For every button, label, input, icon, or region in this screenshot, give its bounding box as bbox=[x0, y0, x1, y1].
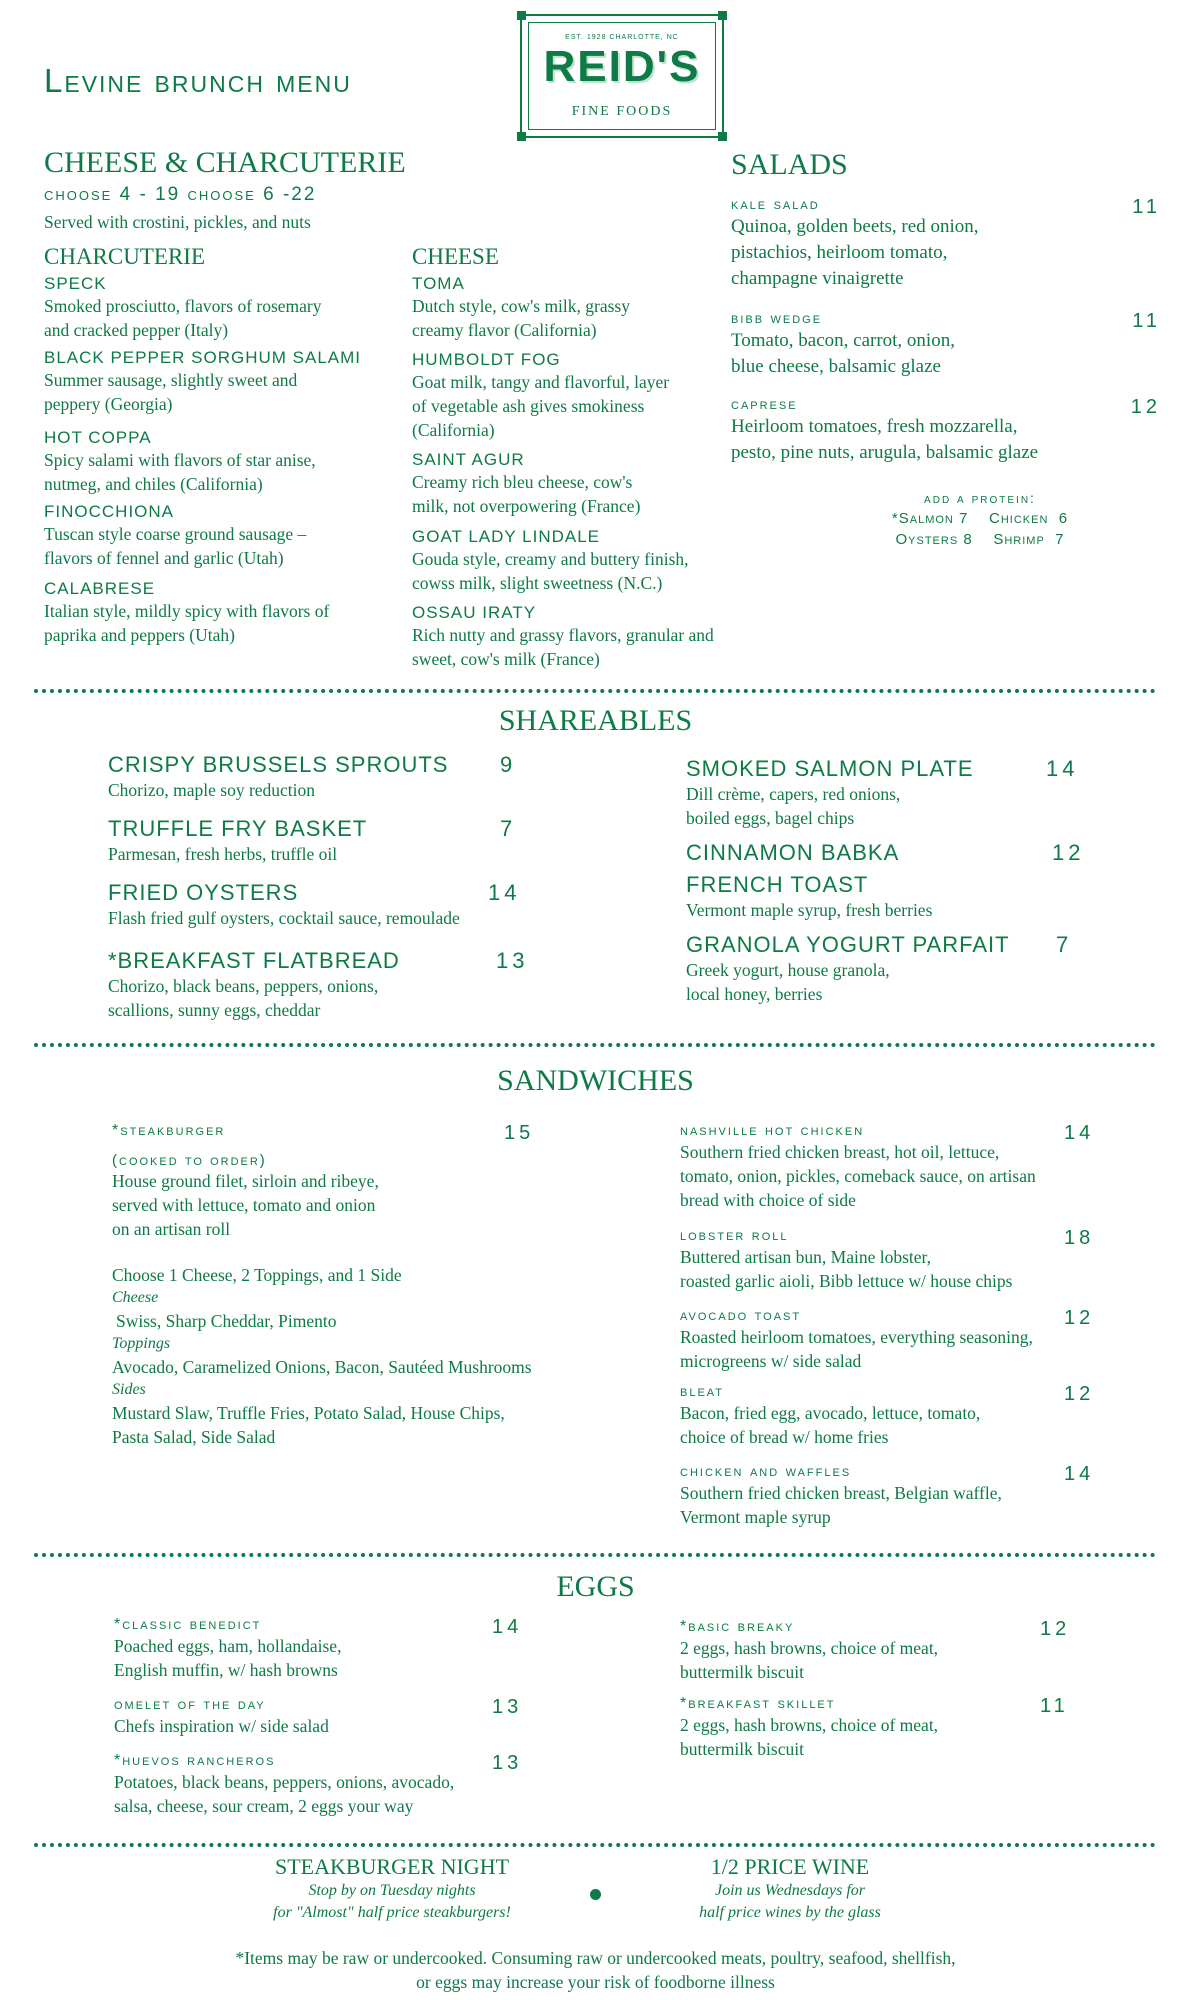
cheese-title: CHEESE bbox=[412, 244, 499, 269]
add-protein: add a protein: *Salmon 7 Chicken 6 Oysters 8 Shrimp 7 bbox=[891, 490, 1069, 548]
price: 12 bbox=[1040, 1618, 1071, 1640]
list-item: *breakfast skillet 11 2 eggs, hash browns, choice of meat, buttermilk biscuit bbox=[680, 1695, 1069, 1759]
logo-tagline: FINE FOODS bbox=[571, 104, 673, 119]
cheese-list bbox=[412, 274, 752, 671]
list-item: *basic breaky 12 2 eggs, hash browns, choice of meat, buttermilk biscuit bbox=[680, 1618, 1071, 1682]
list-item: kale salad 11 Quinoa, golden beets, red onion, pistachios, heirloom tomato, champagne vinaigrette bbox=[731, 196, 1161, 289]
shareables-title: SHAREABLES bbox=[498, 704, 693, 737]
list-item: FRIED OYSTERS 14 Flash fried gulf oysters, cocktail sauce, remoulade bbox=[108, 880, 521, 928]
salads-list bbox=[731, 196, 1161, 466]
separator-dot bbox=[590, 1889, 601, 1900]
price: 14 bbox=[1046, 756, 1079, 781]
list-item: bibb wedge 11 Tomato, bacon, carrot, onion, blue cheese, balsamic glaze bbox=[731, 310, 1161, 377]
list-item: bleat 12 Bacon, fried egg, avocado, lettuce, tomato, choice of bread w/ home fries bbox=[680, 1383, 1095, 1447]
list-item: nashville hot chicken 14 Southern fried chicken breast, hot oil, lettuce, tomato, onion, pickles, comeback sauce, on artisan bread with choice of side bbox=[680, 1122, 1095, 1210]
steakburger: *steakburger 15 (cooked to order) House ground filet, sirloin and ribeye, served with lettuce, tomato and onion on an artisan roll Choose 1 Cheese, 2 Toppings, and 1 Side Cheese Swiss, Sharp Cheddar, Pimento Toppings Avocado, Caramelized Onions, Bacon, Sautéed Mushrooms Sides Mustard Slaw, Truffle Fries, Potato Salad, House Chips, Pasta Salad, Side Salad bbox=[112, 1122, 592, 1449]
divider bbox=[34, 1043, 1156, 1047]
eggs-title: EGGS bbox=[556, 1570, 635, 1603]
list-item: lobster roll 18 Buttered artisan bun, Maine lobster, roasted garlic aioli, Bibb lettuce w/ house chips bbox=[680, 1227, 1095, 1291]
eggs-right bbox=[680, 1618, 1100, 1761]
steakburger-name: *steakburger bbox=[112, 1122, 226, 1139]
list-item: SMOKED SALMON PLATE 14 Dill crème, capers, red onions, boiled eggs, bagel chips bbox=[686, 756, 1079, 828]
list-item: GOAT LADY LINDALE Gouda style, creamy and buttery finish, cowss milk, slight sweetness (N.C.) bbox=[412, 527, 689, 593]
list-item: BLACK PEPPER SORGHUM SALAMI Summer sausage, slightly sweet and peppery (Georgia) bbox=[44, 348, 362, 414]
list-item: SPECK Smoked prosciutto, flavors of rosemary and cracked pepper (Italy) bbox=[44, 274, 322, 340]
list-item: avocado toast 12 Roasted heirloom tomatoes, everything seasoning, microgreens w/ side salad bbox=[680, 1307, 1095, 1371]
charcuterie-list bbox=[44, 274, 404, 647]
list-item: caprese 12 Heirloom tomatoes, fresh mozzarella, pesto, pine nuts, arugula, balsamic glaze bbox=[731, 396, 1161, 463]
shareables-left bbox=[108, 752, 528, 1022]
price: 11 bbox=[1132, 310, 1161, 332]
served-line: Served with crostini, pickles, and nuts bbox=[44, 212, 311, 232]
promo-steakburger-night: STEAKBURGER NIGHT Stop by on Tuesday nights for "Almost" half price steakburgers! bbox=[273, 1854, 511, 1921]
price: 11 bbox=[1040, 1695, 1069, 1717]
price: 13 bbox=[492, 1696, 523, 1718]
price: 14 bbox=[1064, 1463, 1095, 1485]
price: 12 bbox=[1130, 396, 1161, 418]
price: 9 bbox=[500, 752, 517, 777]
divider bbox=[34, 1843, 1156, 1847]
promo-half-price-wine: 1/2 PRICE WINE Join us Wednesdays for half price wines by the glass bbox=[699, 1854, 881, 1921]
price: 7 bbox=[1056, 932, 1073, 957]
price: 12 bbox=[1064, 1307, 1095, 1329]
list-item: omelet of the day 13 Chefs inspiration w/ side salad bbox=[114, 1696, 523, 1736]
footer-disclaimer: *Items may be raw or undercooked. Consuming raw or undercooked meats, poultry, seafood, shellfish, or eggs may increase your risk of foodborne illness bbox=[235, 1948, 956, 1992]
price: 12 bbox=[1052, 840, 1085, 865]
shareables-right bbox=[686, 756, 1106, 1006]
list-item: GRANOLA YOGURT PARFAIT 7 Greek yogurt, house granola, local honey, berries bbox=[686, 932, 1073, 1004]
price: 15 bbox=[504, 1122, 535, 1144]
eggs-left bbox=[114, 1616, 574, 1818]
list-item: HUMBOLDT FOG Goat milk, tangy and flavorful, layer of vegetable ash gives smokiness (California) bbox=[412, 350, 670, 440]
salads-title: SALADS bbox=[731, 148, 848, 181]
price: 12 bbox=[1064, 1383, 1095, 1405]
list-item: FINOCCHIONA Tuscan style coarse ground sausage – flavors of fennel and garlic (Utah) bbox=[44, 502, 307, 568]
price: 13 bbox=[492, 1752, 523, 1774]
list-item: chicken and waffles 14 Southern fried chicken breast, Belgian waffle, Vermont maple syrup bbox=[680, 1463, 1095, 1527]
cheese-charcuterie-title: CHEESE & CHARCUTERIE bbox=[44, 146, 406, 179]
list-item: TRUFFLE FRY BASKET 7 Parmesan, fresh herbs, truffle oil bbox=[108, 816, 517, 864]
list-item: CALABRESE Italian style, mildly spicy with flavors of paprika and peppers (Utah) bbox=[44, 579, 330, 645]
divider bbox=[34, 689, 1156, 693]
list-item: OSSAU IRATY Rich nutty and grassy flavors, granular and sweet, cow's milk (France) bbox=[412, 603, 714, 669]
list-item: HOT COPPA Spicy salami with flavors of star anise, nutmeg, and chiles (California) bbox=[44, 428, 316, 494]
list-item: *huevos rancheros 13 Potatoes, black beans, peppers, onions, avocado, salsa, cheese, sour cream, 2 eggs your way bbox=[114, 1752, 523, 1816]
reids-logo bbox=[520, 14, 724, 138]
choose-line: choose 4 - 19 choose 6 -22 bbox=[44, 184, 317, 205]
list-item: SAINT AGUR Creamy rich bleu cheese, cow's milk, not overpowering (France) bbox=[412, 450, 641, 516]
list-item: TOMA Dutch style, cow's milk, grassy creamy flavor (California) bbox=[412, 274, 630, 340]
sandwiches-right bbox=[680, 1122, 1100, 1529]
price: 14 bbox=[488, 880, 521, 905]
cooked-note: (cooked to order) bbox=[112, 1152, 267, 1169]
logo-est: EST. 1928 CHARLOTTE, NC bbox=[565, 34, 679, 41]
price: 14 bbox=[1064, 1122, 1095, 1144]
price: 7 bbox=[500, 816, 517, 841]
sandwiches-title: SANDWICHES bbox=[497, 1064, 694, 1097]
list-item: *BREAKFAST FLATBREAD 13 Chorizo, black beans, peppers, onions, scallions, sunny eggs, cheddar bbox=[108, 948, 529, 1020]
price: 11 bbox=[1132, 196, 1161, 218]
price: 13 bbox=[496, 948, 529, 973]
charcuterie-title: CHARCUTERIE bbox=[44, 244, 205, 269]
page-title: Levine brunch menu bbox=[44, 62, 352, 99]
price: 14 bbox=[492, 1616, 523, 1638]
list-item: CINNAMON BABKA 12 FRENCH TOAST Vermont maple syrup, fresh berries bbox=[686, 840, 1085, 920]
price: 18 bbox=[1064, 1227, 1095, 1249]
divider bbox=[34, 1553, 1156, 1557]
list-item: *classic benedict 14 Poached eggs, ham, hollandaise, English muffin, w/ hash browns bbox=[114, 1616, 523, 1680]
logo-brand: REID'S bbox=[543, 42, 701, 91]
list-item: CRISPY BRUSSELS SPROUTS 9 Chorizo, maple soy reduction bbox=[108, 752, 517, 800]
